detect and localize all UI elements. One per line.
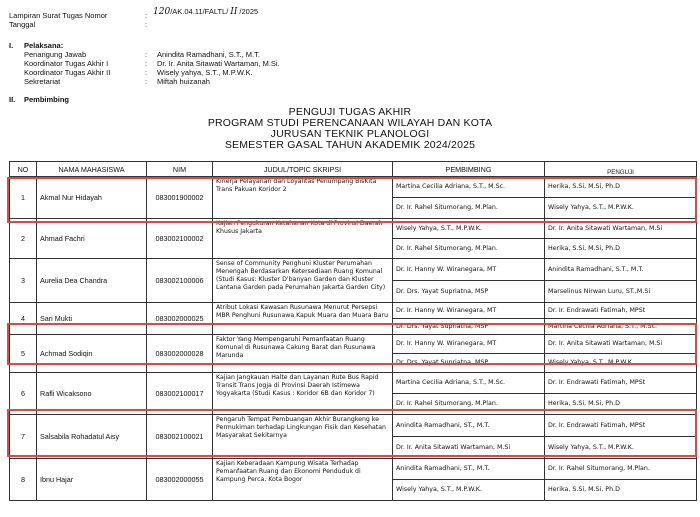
tanggal-colon: : [145, 20, 148, 29]
cell-pembimbing: Dr. Ir. Hanny W. Wiranegara, MT [393, 335, 545, 354]
doc-title-line: SEMESTER GASAL TAHUN AKADEMIK 2024/2025 [224, 139, 476, 151]
cell-nim: 083001900002 [147, 177, 213, 219]
cell-no: 1 [10, 177, 37, 219]
penguji-table [9, 161, 697, 501]
cell-penguji: Dr. Ir. Anita Sitawati Wartaman, M.Si [545, 335, 697, 354]
pelaksana-colon: : [145, 59, 148, 68]
cell-pembimbing: Wisely Yahya, S.T., M.P.W.K. [393, 219, 545, 239]
cell-pembimbing: Dr. Ir. Hanny W. Wiranegara, MT [393, 303, 545, 319]
header-nim: NIM [147, 162, 213, 177]
cell-nim: 083002000055 [147, 459, 213, 501]
cell-judul: Kajian Keberadaan Kampung Wisata Terhadap Pemanfaatan Ruang dan Ekonomi Penduduk di Kampung Perca, Kota Bogor [213, 459, 393, 501]
cell-pembimbing: Anindita Ramadhani, ST., M.T. [393, 459, 545, 480]
cell-no: 4 [10, 303, 37, 335]
pelaksana-name: Wisely yahya, S.T., M.P.W.K. [157, 68, 253, 77]
cell-judul: Atribut Lokasi Kawasan Rusunawa Menurut Persepsi MBR Penghuni Rusunawa Kapuk Muara dan Muara Baru [213, 303, 393, 335]
cell-pembimbing: Dr. Ir. Rahel Situmorang, M.Plan. [393, 198, 545, 219]
cell-pembimbing: Dr. Ir. Rahel Situmorang, M.Plan. [393, 239, 545, 259]
pelaksana-name: Miftah huizanah [157, 77, 210, 86]
header-no: NO [10, 162, 37, 177]
table-row [10, 219, 697, 239]
cell-penguji: Marselinus Nirwan Luru, ST.,M.Si [545, 281, 697, 303]
section-label-pelaksana: Pelaksana: [24, 41, 64, 50]
section-number-2: II. [9, 95, 16, 104]
doc-title-line: JURUSAN TEKNIK PLANOLOGI [270, 128, 430, 140]
cell-pembimbing: Wisely Yahya, S.T., M.P.W.K. [393, 480, 545, 501]
cell-pembimbing: Anindita Ramadhani, ST., M.T. [393, 415, 545, 437]
cell-nama: Sari Mukti [37, 303, 147, 335]
cell-nim: 083002100006 [147, 259, 213, 303]
cell-pembimbing: Dr. Drs. Yayat Supriatna, MSP [393, 281, 545, 303]
section-number-1: I. [9, 41, 14, 50]
cell-penguji: Martina Cecilia Adriana, S.T., M.Sc. [545, 319, 697, 335]
nomor-rest: /AK.04.11/FALTL/ [170, 7, 229, 16]
cell-no: 2 [10, 219, 37, 259]
header-judul: JUDUL/TOPIC SKRIPSI [213, 162, 393, 177]
table-row [10, 459, 697, 480]
cell-penguji: Herika, S.Si, M.Si, Ph.D [545, 480, 697, 501]
cell-nama: Ibnu Hajar [37, 459, 147, 501]
cell-judul: Sense of Community Penghuni Kluster Perumahan Menengah Berdasarkan Ketersediaan Ruang Komunal (Studi Kasus: Kluster D'banyan Garden dan Kluster Lantana Garden pada Perumahan Jakarta Garden City) [213, 259, 393, 303]
cell-penguji: Anindita Ramadhani, S.T., M.T. [545, 259, 697, 281]
cell-nim: 083002000028 [147, 335, 213, 373]
cell-no: 6 [10, 373, 37, 415]
cell-penguji: Dr. Ir. Endrawati Fatimah, MPSt [545, 373, 697, 394]
doc-title-line: PENGUJI TUGAS AKHIR [288, 106, 412, 118]
cell-nama: Akmal Nur Hidayah [37, 177, 147, 219]
cell-pembimbing: Dr. Ir. Anita Sitawati Wartaman, M.Si [393, 437, 545, 459]
cell-nim: 083002100021 [147, 415, 213, 459]
cell-nama: Rafli Wicaksono [37, 373, 147, 415]
cell-nama: Salsabila Rohadatul Aisy [37, 415, 147, 459]
cell-judul: Kajian Pengukuran Ketahanan Kota di Provinsi Daerah Khusus Jakarta [213, 219, 393, 259]
lampiran-colon: : [145, 11, 148, 20]
table-row [10, 177, 697, 198]
cell-pembimbing: Dr. Ir. Rahel Situmorang, M.Plan. [393, 394, 545, 415]
cell-no: 3 [10, 259, 37, 303]
cell-no: 7 [10, 415, 37, 459]
section-label-pembimbing: Pembimbing [24, 95, 70, 104]
cell-nama: Ahmad Fachri [37, 219, 147, 259]
nomor-handwritten: 120 [153, 7, 171, 17]
pelaksana-role: Sekretariat [24, 77, 61, 86]
nomor-surat [153, 7, 258, 17]
nomor-month-handwritten: II [230, 7, 238, 17]
tanggal-label: Tanggal [9, 20, 36, 29]
header-pembimbing: PEMBIMBING [393, 162, 545, 177]
cell-nim: 083002100017 [147, 373, 213, 415]
cell-penguji: Dr. Ir. Endrawati Fatimah, MPSt [545, 303, 697, 319]
pelaksana-role: Koordinator Tugas Akhir II [24, 68, 111, 77]
cell-judul: Pengaruh Tempat Pembuangan Akhir Burangkeng ke Permukiman terhadap Lingkungan Fisik dan Kesehatan Masyarakat Sekitarnya [213, 415, 393, 459]
cell-penguji: Wisely Yahya, S.T., M.P.W.K. [545, 354, 697, 373]
pelaksana-role: Koordinator Tugas Akhir I [24, 59, 109, 68]
header-penguji: PENGUJI [545, 162, 697, 177]
cell-penguji: Herika, S.Si, M.Si, Ph.D [545, 239, 697, 259]
table-row [10, 415, 697, 437]
cell-pembimbing: Martina Cecilia Adriana, S.T., M.Sc. [393, 373, 545, 394]
cell-penguji: Herika, S.Si, M.Si, Ph.D [545, 394, 697, 415]
cell-penguji: Wisely Yahya, S.T., M.P.W.K. [545, 198, 697, 219]
pelaksana-colon: : [145, 68, 148, 77]
doc-title-line: PROGRAM STUDI PERENCANAAN WILAYAH DAN KOTA [207, 117, 493, 129]
cell-nim: 083002000025 [147, 303, 213, 335]
cell-pembimbing: Dr. Drs. Yayat Supriatna, MSP [393, 354, 545, 373]
lampiran-label: Lampiran Surat Tugas Nomor [9, 11, 108, 20]
cell-penguji: Dr. Ir. Endrawati Fatimah, MPSt [545, 415, 697, 437]
cell-no: 8 [10, 459, 37, 501]
cell-nim: 083002100002 [147, 219, 213, 259]
cell-pembimbing: Dr. Ir. Hanny W. Wiranegara, MT [393, 259, 545, 281]
cell-penguji: Wisely Yahya, S.T., M.P.W.K. [545, 437, 697, 459]
cell-judul: Kajian Jangkauan Halte dan Layanan Rute Bus Rapid Transit Trans Jogja di Provinsi Daerah Istimewa Yogyakarta (Studi Kasus : Koridor 6B dan Koridor 7) [213, 373, 393, 415]
cell-nama: Aurelia Dea Chandra [37, 259, 147, 303]
table-row [10, 259, 697, 281]
cell-nama: Achmad Sodiqin [37, 335, 147, 373]
pelaksana-colon: : [145, 50, 148, 59]
cell-pembimbing: Dr. Drs. Yayat Supriatna, MSP [393, 319, 545, 335]
table-header-row [10, 162, 697, 177]
cell-pembimbing: Martina Cecilia Adriana, S.T., M.Sc. [393, 177, 545, 198]
nomor-year: /2025 [239, 7, 259, 16]
cell-judul: Faktor Yang Mempengaruhi Pemanfaatan Ruang Komunal di Rusunawa Cakung Barat dan Rusunawa Marunda [213, 335, 393, 373]
cell-judul: Kinerja Pelayanan dan Loyalitas Penumpang BisKita Trans Pakuan Koridor 2 [213, 177, 393, 219]
pelaksana-name: Dr. Ir. Anita Sitawati Wartaman, M.Si. [157, 59, 280, 68]
cell-penguji: Dr. Ir. Anita Sitawati Wartaman, M.Si [545, 219, 697, 239]
pelaksana-name: Anindita Ramadhani, S.T., M.T. [157, 50, 260, 59]
pelaksana-colon: : [145, 77, 148, 86]
header-nama: NAMA MAHASISWA [37, 162, 147, 177]
cell-penguji: Herika, S.Si, M.Si, Ph.D [545, 177, 697, 198]
table-row [10, 373, 697, 394]
table-row [10, 335, 697, 354]
cell-no: 5 [10, 335, 37, 373]
table-row [10, 303, 697, 319]
cell-penguji: Dr. Ir. Rahel Situmorang, M.Plan. [545, 459, 697, 480]
pelaksana-role: Penangung Jawab [24, 50, 87, 59]
